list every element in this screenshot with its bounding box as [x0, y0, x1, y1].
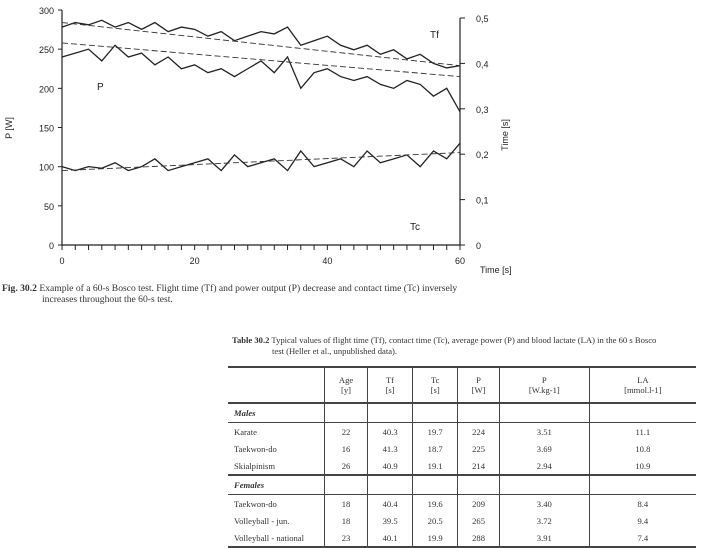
cell: 18	[325, 495, 368, 513]
group-row-females	[228, 475, 696, 495]
group-label: Males	[228, 403, 325, 423]
cell: 40.4	[368, 495, 413, 513]
cell: 16	[325, 440, 368, 457]
cell: 19.9	[413, 529, 458, 547]
table-caption-line1: Typical values of flight time (Tf), contact time (Tc), average power (P) and blood lactate (LA) in the 60 s Bosco	[271, 335, 657, 345]
x-tick-label: 0	[59, 256, 65, 266]
cell: Skialpinism	[234, 460, 276, 471]
series-label-tc: Tc	[410, 222, 420, 233]
y-right-tick-label: 0,2	[476, 150, 489, 161]
cell: 9.4	[589, 512, 696, 529]
cell: Volleyball - jun.	[234, 515, 290, 526]
table-row	[228, 495, 696, 513]
series-label-p: P	[97, 82, 104, 93]
table-row	[228, 529, 696, 547]
table-caption-label: Table 30.2	[232, 335, 270, 345]
series-line-p	[62, 45, 460, 112]
figure-caption-line2: increases throughout the 60-s test.	[42, 294, 173, 305]
figure-caption	[2, 283, 562, 305]
series-label-tf: Tf	[430, 30, 439, 41]
y-left-tick-label: 0	[48, 241, 54, 251]
cell: 225	[458, 440, 500, 457]
header-cell-tf: Tf [s]	[368, 367, 413, 403]
cell: 18.7	[413, 440, 458, 457]
table-caption	[232, 335, 702, 356]
y-right-tick-label: 0	[476, 241, 482, 251]
cell: 2.94	[499, 457, 589, 475]
cell: 3.51	[499, 423, 589, 441]
series-line-tc	[62, 143, 460, 170]
trend-line-p	[62, 43, 460, 77]
cell: 11.1	[589, 423, 696, 441]
table-row	[228, 512, 696, 529]
header-cell-p: P [W]	[458, 367, 500, 403]
cell: 3.69	[499, 440, 589, 457]
y-axis-left-label: P [W]	[4, 117, 14, 139]
cell: 19.6	[413, 495, 458, 513]
cell: 288	[458, 529, 500, 547]
x-tick-label: 20	[189, 256, 200, 266]
table-header-row	[228, 367, 696, 403]
x-tick-label: 40	[322, 256, 333, 266]
table-row	[228, 440, 696, 457]
header-cell-age: Age [y]	[325, 367, 368, 403]
cell: 265	[458, 512, 500, 529]
trend-line-tf	[62, 23, 460, 66]
cell: 23	[325, 529, 368, 547]
y-left-tick-label: 50	[43, 201, 54, 212]
y-right-tick-label: 0,4	[476, 59, 489, 70]
table-row	[228, 457, 696, 475]
cell: 40.1	[368, 529, 413, 547]
cell: 10.9	[589, 457, 696, 475]
trend-line-tc	[62, 153, 460, 171]
cell: Taekwon-do	[234, 443, 277, 454]
cell: 41.3	[368, 440, 413, 457]
header-cell-p-per-kg: P [W.kg-1]	[499, 367, 589, 403]
cell: 8.4	[589, 495, 696, 513]
cell: Karate	[234, 426, 257, 437]
cell: 19.7	[413, 423, 458, 441]
y-right-tick-label: 0,1	[476, 195, 489, 206]
cell: 214	[458, 457, 500, 475]
y-left-tick-label: 300	[38, 6, 54, 16]
bosco-values-table	[228, 366, 696, 548]
cell: 209	[458, 495, 500, 513]
cell: 26	[325, 457, 368, 475]
group-row-males	[228, 403, 696, 423]
header-cell-la: LA [mmol.l-1]	[589, 367, 696, 403]
cell: 39.5	[368, 512, 413, 529]
cell: Volleyball - national	[228, 529, 325, 547]
cell: 10.8	[589, 440, 696, 457]
y-right-tick-label: 0,5	[476, 14, 489, 24]
y-left-tick-label: 150	[38, 123, 54, 134]
y-left-tick-label: 250	[38, 45, 54, 56]
cell: 7.4	[589, 529, 696, 547]
cell: Taekwon-do	[234, 498, 277, 509]
cell: 40.9	[368, 457, 413, 475]
cell: 3.72	[499, 512, 589, 529]
table-row	[228, 423, 696, 441]
y-right-tick-label: 0,3	[476, 104, 489, 115]
cell: 40.3	[368, 423, 413, 441]
cell: 18	[325, 512, 368, 529]
header-cell-tc: Tc [s]	[413, 367, 458, 403]
table-caption-line2: test (Heller et al., unpublished data).	[272, 345, 398, 356]
x-tick-label: 60	[454, 256, 466, 266]
group-label: Females	[228, 475, 325, 495]
y-left-tick-label: 200	[38, 84, 54, 95]
cell: 224	[458, 423, 500, 441]
y-axis-right-label: Time [s]	[500, 119, 510, 151]
cell: 20.5	[413, 512, 458, 529]
y-left-tick-label: 100	[38, 162, 54, 173]
header-cell	[228, 367, 325, 403]
cell: 3.40	[499, 495, 589, 513]
x-axis-label: Time [s]	[480, 265, 512, 275]
cell: 3.91	[499, 529, 589, 547]
cell: 19.1	[413, 457, 458, 475]
figure-caption-label: Fig. 30.2	[2, 283, 37, 294]
figure-caption-line1: Example of a 60-s Bosco test. Flight time (Tf) and power output (P) decrease and contact time (Tc) inversely	[39, 283, 458, 294]
cell: 22	[325, 423, 368, 441]
